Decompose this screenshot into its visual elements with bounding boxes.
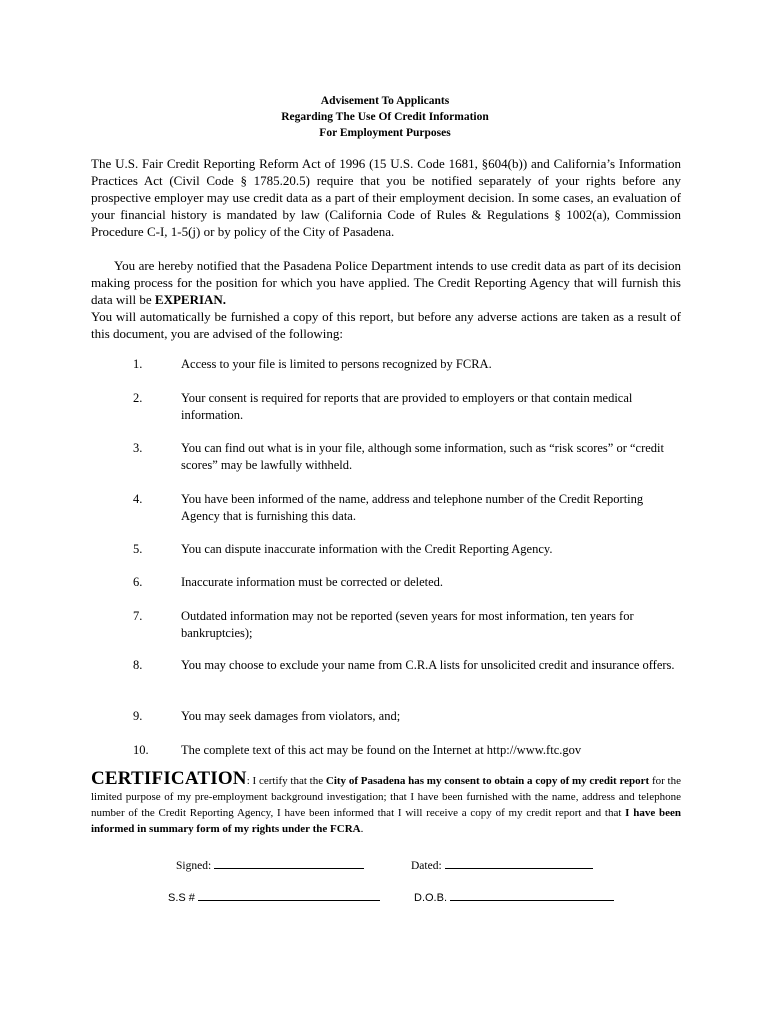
- list-number: 1.: [133, 357, 143, 371]
- title-line-2: Regarding The Use Of Credit Information: [281, 111, 489, 123]
- list-text: You may seek damages from violators, and;: [181, 709, 401, 723]
- agency-name: EXPERIAN.: [154, 292, 227, 307]
- document-title: [0, 93, 770, 141]
- list-text: Access to your file is limited to persons recognized by FCRA.: [181, 357, 492, 371]
- notice-text-1: You are hereby notified that the Pasadena Police Department intends to use credit data as part of its decision making process for the position for which you have applied. The Credit Reporting Agency that will furnish this data will be: [91, 258, 681, 307]
- dated-label: Dated:: [411, 860, 442, 872]
- list-number: 2.: [133, 391, 143, 405]
- list-text: Your consent is required for reports that are provided to employers or that contain medical information.: [181, 391, 633, 422]
- notice-paragraph: [91, 257, 681, 342]
- list-number: 3.: [133, 441, 143, 455]
- list-text: Inaccurate information must be corrected or deleted.: [181, 575, 444, 589]
- intro-paragraph: The U.S. Fair Credit Reporting Reform Act of 1996 (15 U.S. Code 1681, §604(b)) and California’s Information Practices Act (Civil Code § 1785.20.5) require that you be notified separately of your rights before any prospective employer may use credit data as a part of their employment decision. In some cases, an evaluation of your financial history is mandated by law (California Code of Rules & Regulations § 1002(a), Commission Procedure C-I, 1-5(j) or by policy of the City of Pasadena.: [91, 156, 681, 239]
- title-line-1: Advisement To Applicants: [320, 95, 450, 107]
- list-text: You can find out what is in your file, although some information, such as “risk scores” or “credit scores” may be lawfully withheld.: [181, 441, 665, 472]
- dated-field: [411, 858, 593, 872]
- list-number: 7.: [133, 609, 143, 623]
- title-line-3: For Employment Purposes: [319, 127, 451, 139]
- certification-paragraph: [91, 768, 682, 837]
- cert-rights-text: I have been informed in summary form of my rights under the FCRA: [91, 807, 682, 835]
- ssn-label: S.S #: [168, 892, 195, 904]
- cert-text-3: .: [360, 823, 364, 835]
- signed-field: [176, 858, 364, 872]
- list-number: 6.: [133, 575, 143, 589]
- cert-text-1: : I certify that the: [246, 775, 326, 787]
- cert-text-2: for the limited purpose of my pre-employment background investigation; that I have been furnished with the name, address and telephone number of the Credit Reporting Agency, I have been informed that I will receive a copy of my credit report and that: [91, 775, 681, 819]
- list-number: 5.: [133, 542, 143, 556]
- list-number: 4.: [133, 492, 143, 506]
- list-number: 10.: [133, 743, 149, 757]
- cert-consent-text: City of Pasadena has my consent to obtain a copy of my credit report: [325, 775, 650, 787]
- ssn-line[interactable]: [198, 890, 380, 901]
- dob-field: [414, 890, 614, 904]
- signed-line[interactable]: [214, 858, 364, 869]
- list-number: 9.: [133, 709, 143, 723]
- certification-heading: CERTIFICATION: [91, 768, 247, 789]
- list-number: 8.: [133, 658, 143, 672]
- list-text: You have been informed of the name, address and telephone number of the Credit Reporting Agency that is furnishing this data.: [181, 492, 644, 523]
- ssn-field: [168, 890, 380, 904]
- list-text: You may choose to exclude your name from C.R.A lists for unsolicited credit and insurance offers.: [181, 658, 675, 672]
- list-text: Outdated information may not be reported (seven years for most information, ten years for bankruptcies);: [181, 609, 634, 640]
- dob-label: D.O.B.: [414, 892, 448, 904]
- list-text: The complete text of this act may be found on the Internet at http://www.ftc.gov: [181, 743, 582, 757]
- signed-label: Signed:: [176, 860, 212, 872]
- notice-text-2: You will automatically be furnished a copy of this report, but before any adverse actions are taken as a result of this document, you are advised of the following:: [91, 309, 681, 341]
- dated-line[interactable]: [445, 858, 593, 869]
- list-text: You can dispute inaccurate information with the Credit Reporting Agency.: [181, 542, 553, 556]
- dob-line[interactable]: [450, 890, 614, 901]
